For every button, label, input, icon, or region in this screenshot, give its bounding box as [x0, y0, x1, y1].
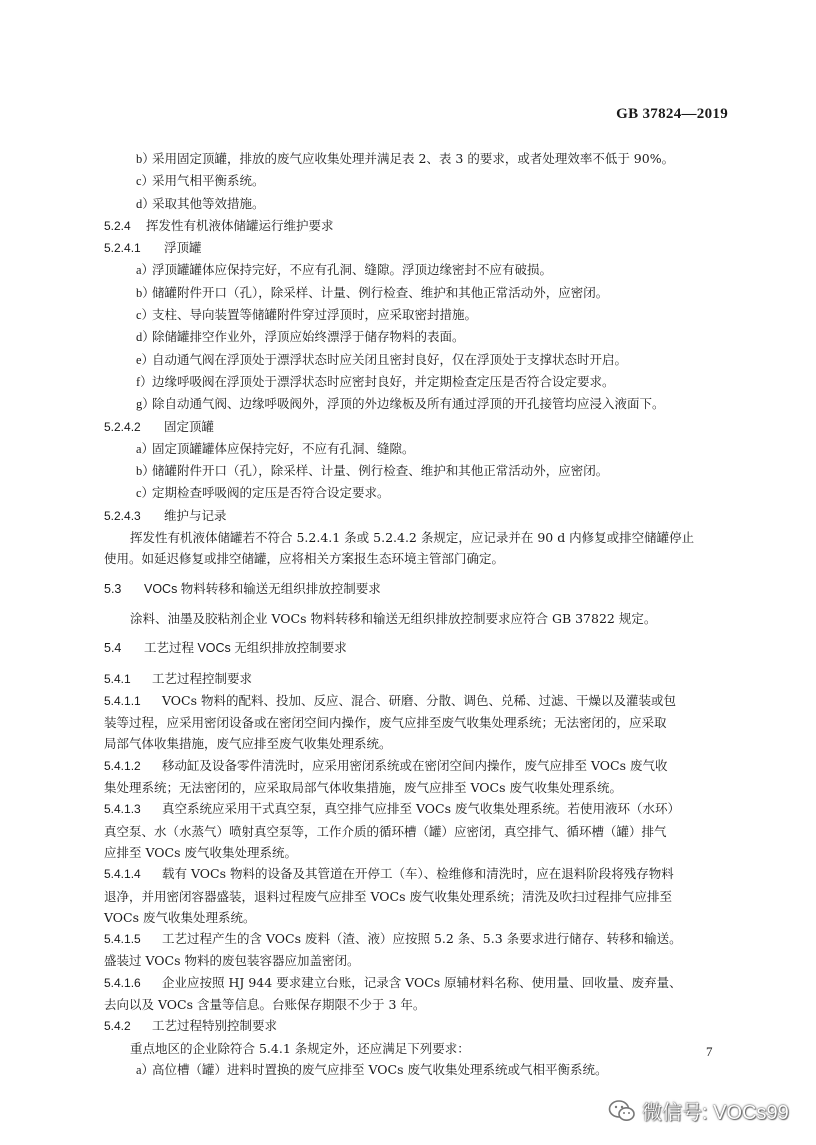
clause-line — [104, 972, 728, 994]
list-item — [104, 371, 728, 393]
item-text: 除自动通气阀、边缘呼吸阀外，浮顶的外边缘板及所有通过浮顶的开孔接管均应浸入液面下。 — [152, 396, 665, 412]
clause-number: 5.4.1.5 — [104, 932, 141, 947]
section-title: 固定顶罐 — [164, 418, 215, 434]
section-title: VOCs 物料转移和输送无组织排放控制要求 — [144, 581, 381, 596]
item-label: d） — [136, 196, 155, 211]
item-text: 储罐附件开口（孔），除采样、计量、例行检查、维护和其他正常活动外，应密闭。 — [152, 463, 609, 479]
item-label: e） — [136, 352, 155, 367]
list-item — [104, 1059, 728, 1081]
clause-number: 5.4.1.1 — [104, 693, 141, 708]
section-number: 5.2.4.1 — [104, 241, 141, 256]
list-item — [104, 304, 728, 326]
clause-text: 移动缸及设备零件清洗时，应采用密闭系统或在密闭空间内操作，废气应排至 VOCs 废气收 — [162, 757, 668, 773]
section-number: 5.4.1 — [104, 671, 131, 686]
section-heading — [104, 416, 728, 438]
clause-text: 应排至 VOCs 废气收集处理系统。 — [104, 844, 297, 860]
item-label: g） — [136, 397, 155, 412]
list-item — [104, 282, 728, 304]
list-item — [104, 393, 728, 415]
item-label: b） — [136, 464, 155, 479]
item-label: c） — [136, 486, 155, 501]
item-text: 定期检查呼吸阀的定压是否符合设定要求。 — [152, 485, 390, 501]
clause-number: 5.4.1.3 — [104, 802, 141, 817]
clause-text: VOCs 废气收集处理系统。 — [104, 909, 256, 925]
section-title: 挥发性有机液体储罐运行维护要求 — [146, 217, 334, 233]
clause-line — [104, 755, 728, 777]
clause-text: 企业应按照 HJ 944 要求建立台账，记录含 VOCs 原辅材料名称、使用量、回收量、废弃量、 — [162, 974, 682, 990]
clause-text: 真空泵、水（水蒸气）喷射真空泵等，工作介质的循环槽（罐）应密闭，真空排气、循环槽（罐）排气 — [104, 823, 667, 839]
section-number: 5.2.4.3 — [104, 508, 141, 523]
section-number: 5.4.2 — [104, 1019, 131, 1034]
item-label: a） — [136, 441, 155, 456]
clause-text: 装等过程，应采用密闭设备或在密闭空间内操作，废气应排至废气收集处理系统；无法密闭的，应采取 — [104, 715, 667, 731]
section-number: 5.3 — [104, 581, 122, 596]
list-item — [104, 148, 728, 170]
page-number: 7 — [706, 1044, 713, 1059]
item-text: 采用气相平衡系统。 — [152, 173, 265, 189]
item-label: a） — [136, 1062, 155, 1077]
clause-line — [104, 798, 728, 820]
section-heading — [104, 1015, 728, 1037]
paragraph-line: 重点地区的企业除符合 5.4.1 条规定外，还应满足下列要求： — [130, 1040, 470, 1056]
clause-text: 载有 VOCs 物料的设备及其管道在开停工（车）、检维修和清洗时，应在退料阶段将残存物料 — [162, 866, 674, 882]
item-text: 浮顶罐罐体应保持完好，不应有孔洞、缝隙。浮顶边缘密封不应有破损。 — [152, 262, 553, 278]
item-text: 高位槽（罐）进料时置换的废气应排至 VOCs 废气收集处理系统或气相平衡系统。 — [152, 1061, 608, 1077]
item-text: 固定顶罐罐体应保持完好，不应有孔洞、缝隙。 — [152, 440, 415, 456]
list-item — [104, 193, 728, 215]
clause-text: VOCs 物料的配料、投加、反应、混合、研磨、分散、调色、兑稀、过滤、干燥以及灌装或包 — [162, 692, 677, 708]
clause-text: 退净，并用密闭容器盛装，退料过程废气应排至 VOCs 废气收集处理系统；清洗及吹扫过程排气应排至 — [104, 888, 672, 904]
clause-text: 盛装过 VOCs 物料的废包装容器应加盖密闭。 — [104, 953, 360, 969]
section-title: 工艺过程 VOCs 无组织排放控制要求 — [144, 641, 347, 656]
paragraph-line: 涂料、油墨及胶粘剂企业 VOCs 物料转移和输送无组织排放控制要求应符合 GB 37822 规定。 — [130, 610, 657, 626]
list-item — [104, 482, 728, 504]
clause-number: 5.4.1.2 — [104, 758, 141, 773]
section-title: 工艺过程特别控制要求 — [152, 1018, 278, 1034]
paragraph-line: 挥发性有机液体储罐若不符合 5.2.4.1 条或 5.2.4.2 条规定，应记录并在 90 d 内修复或排空储罐停止 — [130, 530, 695, 546]
clause-text: 去向以及 VOCs 含量等信息。台账保存期限不少于 3 年。 — [104, 996, 426, 1012]
item-text: 自动通气阀在浮顶处于漂浮状态时应关闭且密封良好，仅在浮顶处于支撑状态时开启。 — [152, 351, 628, 367]
list-item — [104, 438, 728, 460]
section-number: 5.4 — [104, 641, 122, 656]
clause-text: 工艺过程产生的含 VOCs 废料（渣、液）应按照 5.2 条、5.3 条要求进行储存、转移和输送。 — [162, 931, 682, 947]
item-text: 除储罐排空作业外，浮顶应始终漂浮于储存物料的表面。 — [152, 329, 465, 345]
list-item — [104, 326, 728, 348]
item-text: 储罐附件开口（孔），除采样、计量、例行检查、维护和其他正常活动外，应密闭。 — [152, 284, 609, 300]
section-heading — [104, 505, 728, 527]
clause-line — [104, 928, 728, 950]
clause-number: 5.4.1.6 — [104, 975, 141, 990]
section-heading — [104, 237, 728, 259]
clause-line — [104, 863, 728, 885]
section-heading — [104, 578, 728, 600]
item-label: d） — [136, 330, 155, 345]
item-label: f） — [136, 374, 153, 389]
item-label: c） — [136, 174, 155, 189]
standard-id: GB 37824—2019 — [616, 106, 728, 122]
item-label: b） — [136, 152, 155, 166]
list-item — [104, 170, 728, 192]
wechat-icon — [608, 1099, 636, 1123]
section-heading — [104, 668, 728, 690]
section-title: 维护与记录 — [164, 507, 227, 523]
item-text: 支柱、导向装置等储罐附件穿过浮顶时，应采取密封措施。 — [152, 307, 478, 323]
section-title: 浮顶罐 — [164, 240, 202, 256]
clause-text: 集处理系统；无法密闭的，应采取局部气体收集措施，废气应排至 VOCs 废气收集处理系统。 — [104, 780, 622, 796]
clause-text: 真空系统应采用干式真空泵，真空排气应排至 VOCs 废气收集处理系统。若使用液环（水环） — [162, 801, 680, 817]
clause-number: 5.4.1.4 — [104, 867, 141, 882]
item-text: 采取其他等效措施。 — [152, 195, 265, 211]
document-body — [104, 148, 728, 1081]
clause-line — [104, 690, 728, 712]
section-title: 工艺过程控制要求 — [152, 670, 253, 686]
paragraph-line: 使用。如延迟修复或排空储罐，应将相关方案报生态环境主管部门确定。 — [104, 551, 505, 567]
item-text: 采用固定顶罐，排放的废气应收集处理并满足表 2、表 3 的要求，或者处理效率不低于 90%。 — [152, 151, 675, 166]
watermark — [608, 1096, 789, 1125]
section-heading — [104, 215, 728, 237]
section-number: 5.2.4 — [104, 218, 131, 233]
list-item — [104, 349, 728, 371]
watermark-text: 微信号: VOCs99 — [642, 1102, 789, 1124]
clause-text: 局部气体收集措施，废气应排至废气收集处理系统。 — [104, 736, 392, 752]
section-number: 5.2.4.2 — [104, 419, 141, 434]
item-label: a） — [136, 263, 155, 278]
list-item — [104, 259, 728, 281]
item-label: c） — [136, 308, 155, 323]
item-label: b） — [136, 285, 155, 300]
item-text: 边缘呼吸阀在浮顶处于漂浮状态时应密封良好，并定期检查定压是否符合设定要求。 — [152, 373, 615, 389]
section-heading — [104, 637, 728, 659]
list-item — [104, 460, 728, 482]
